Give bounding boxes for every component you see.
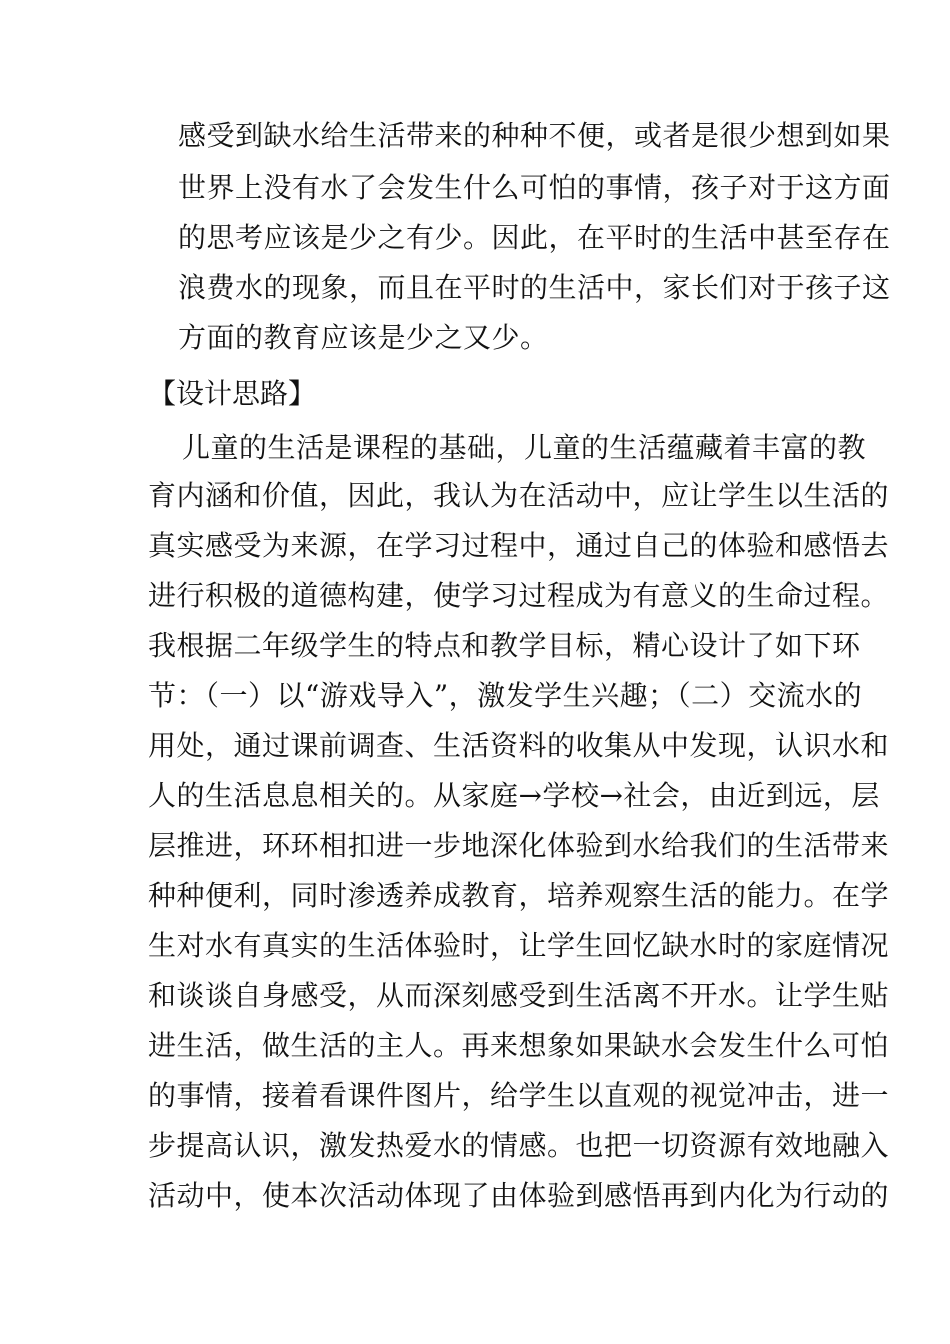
design-line: 育内涵和价值，因此，我认为在活动中，应让学生以生活的 <box>148 479 890 512</box>
design-line: 活动中，使本次活动体现了由体验到感悟再到内化为行动的 <box>148 1179 890 1212</box>
design-line: 进生活，做生活的主人。再来想象如果缺水会发生什么可怕 <box>148 1029 890 1062</box>
section-heading: 【设计思路】 <box>148 377 317 410</box>
design-line: 儿童的生活是课程的基础，儿童的生活蕴藏着丰富的教 <box>182 431 867 464</box>
design-line: 种种便利，同时渗透养成教育，培养观察生活的能力。在学 <box>148 879 890 912</box>
design-line: 层推进，环环相扣进一步地深化体验到水给我们的生活带来 <box>148 829 890 862</box>
design-line: 步提高认识，激发热爱水的情感。也把一切资源有效地融入 <box>148 1129 890 1162</box>
design-line: 人的生活息息相关的。从家庭→学校→社会，由近到远，层 <box>148 779 880 812</box>
design-line: 的事情，接着看课件图片，给学生以直观的视觉冲击，进一 <box>148 1079 890 1112</box>
design-line: 生对水有真实的生活体验时，让学生回忆缺水时的家庭情况 <box>148 929 890 962</box>
design-line: 我根据二年级学生的特点和教学目标，精心设计了如下环 <box>148 629 861 662</box>
design-line: 进行积极的道德构建，使学习过程成为有意义的生命过程。 <box>148 579 890 612</box>
intro-line: 世界上没有水了会发生什么可怕的事情，孩子对于这方面 <box>178 171 891 204</box>
intro-line: 方面的教育应该是少之又少。 <box>178 321 549 354</box>
intro-line: 感受到缺水给生活带来的种种不便，或者是很少想到如果 <box>178 119 891 152</box>
design-line: 和谈谈自身感受，从而深刻感受到生活离不开水。让学生贴 <box>148 979 890 1012</box>
intro-line: 浪费水的现象，而且在平时的生活中，家长们对于孩子这 <box>178 271 891 304</box>
design-line: 真实感受为来源，在学习过程中，通过自己的体验和感悟去 <box>148 529 890 562</box>
design-line: 用处，通过课前调查、生活资料的收集从中发现，认识水和 <box>148 729 890 762</box>
design-line: 节：（一）以“游戏导入”，激发学生兴趣；（二）交流水的 <box>148 679 863 712</box>
intro-line: 的思考应该是少之有少。因此，在平时的生活中甚至存在 <box>178 221 891 254</box>
